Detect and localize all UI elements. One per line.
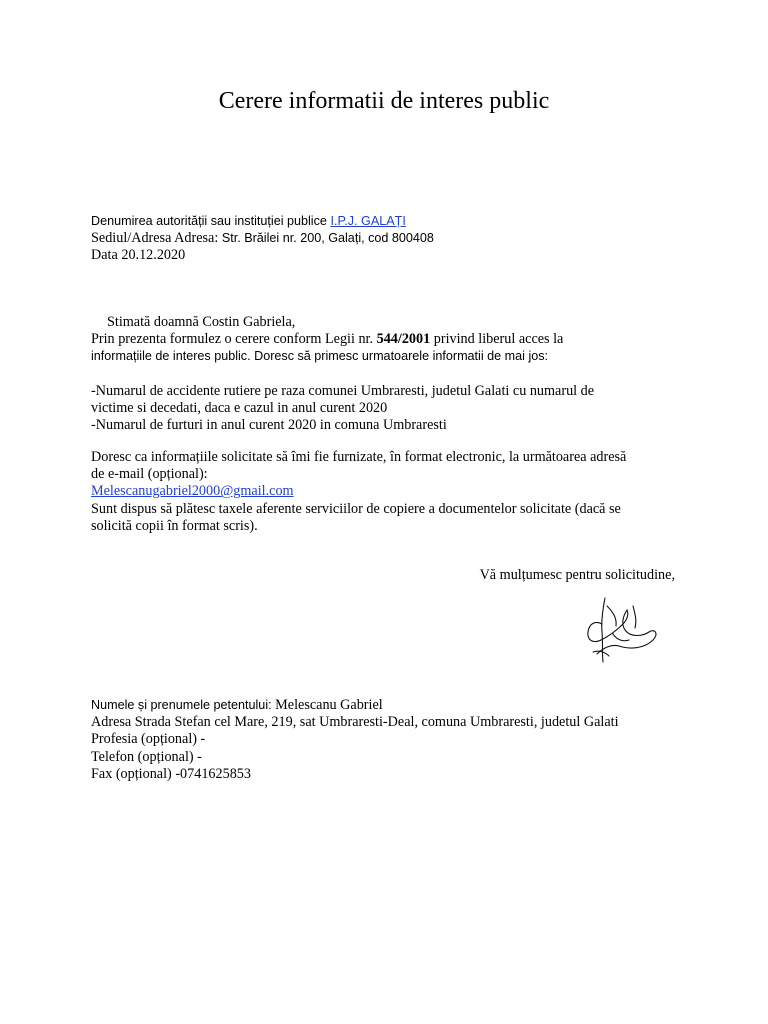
intro-text-2: privind liberul acces la [433, 331, 564, 348]
phone-line: Telefon (opțional) - [91, 748, 202, 765]
address-line [91, 230, 691, 247]
fees-line-1: Sunt dispus să plătesc taxele aferente serviciilor de copiere a documentelor solicitate (dacă se [91, 500, 621, 517]
fax-line [91, 766, 711, 783]
law-number: 544/2001 [376, 331, 431, 348]
authority-link[interactable]: I.P.J. GALAȚI [330, 214, 406, 228]
date-line [91, 247, 691, 264]
address-label: Sediul/Adresa Adresa: [91, 230, 219, 247]
address-value: Str. Brăilei nr. 200, Galați, cod 800408 [221, 231, 434, 246]
closing-thanks: Vă mulțumesc pentru solicitudine, [479, 567, 675, 583]
address-value-footer: Strada Stefan cel Mare, 219, sat Umbraresti-Deal, comuna Umbraresti, judetul Galati [134, 714, 619, 731]
handwritten-signature [583, 594, 663, 666]
intro-block [91, 314, 691, 366]
document-title: Cerere informatii de interes public [218, 88, 550, 114]
intro-line-1 [91, 331, 691, 348]
petitioner-block [91, 697, 711, 783]
request-item-2: -Numarul de furturi in anul curent 2020 in comuna Umbraresti [91, 417, 447, 434]
email-link[interactable]: Melescanugabriel2000@gmail.com [91, 483, 294, 500]
name-value: Melescanu Gabriel [275, 697, 383, 713]
intro-line-2: informațiile de interes public. Doresc să primesc urmatoarele informatii de mai jos: [91, 349, 549, 364]
address-label-footer: Adresa [91, 714, 132, 731]
email-request-line-1: Doresc ca informațiile solicitate să îmi fie furnizate, în format electronic, la următoarea adresă [91, 449, 627, 465]
header-block [91, 213, 691, 265]
fees-line-2: solicită copii în format scris). [91, 517, 258, 534]
petitioner-address-line [91, 714, 711, 731]
authority-line [91, 213, 691, 230]
fax-value: 0741625853 [180, 765, 251, 782]
profession-line: Profesia (opțional) - [91, 731, 206, 748]
request-item-1-line-1: -Numarul de accidente rutiere pe raza comunei Umbraresti, judetul Galati cu numarul de [91, 383, 595, 399]
petitioner-name-line [91, 697, 711, 714]
authority-label: Denumirea autorității sau instituției publice [91, 214, 327, 228]
fax-label: Fax (opțional) - [91, 765, 181, 782]
request-item-1-line-2: victime si decedati, daca e cazul in anul curent 2020 [91, 400, 388, 417]
date-value: 20.12.2020 [121, 247, 186, 264]
salutation: Stimată doamnă Costin Gabriela, [107, 314, 296, 330]
requests-block [91, 383, 691, 435]
email-request-line-2: de e-mail (opțional): [91, 466, 208, 483]
intro-text-1: Prin prezenta formulez o cerere conform Legii nr. [91, 331, 374, 348]
email-line [91, 483, 691, 500]
date-label: Data [91, 247, 118, 264]
name-label: Numele și prenumele petentului: [91, 698, 272, 712]
email-block [91, 449, 691, 535]
